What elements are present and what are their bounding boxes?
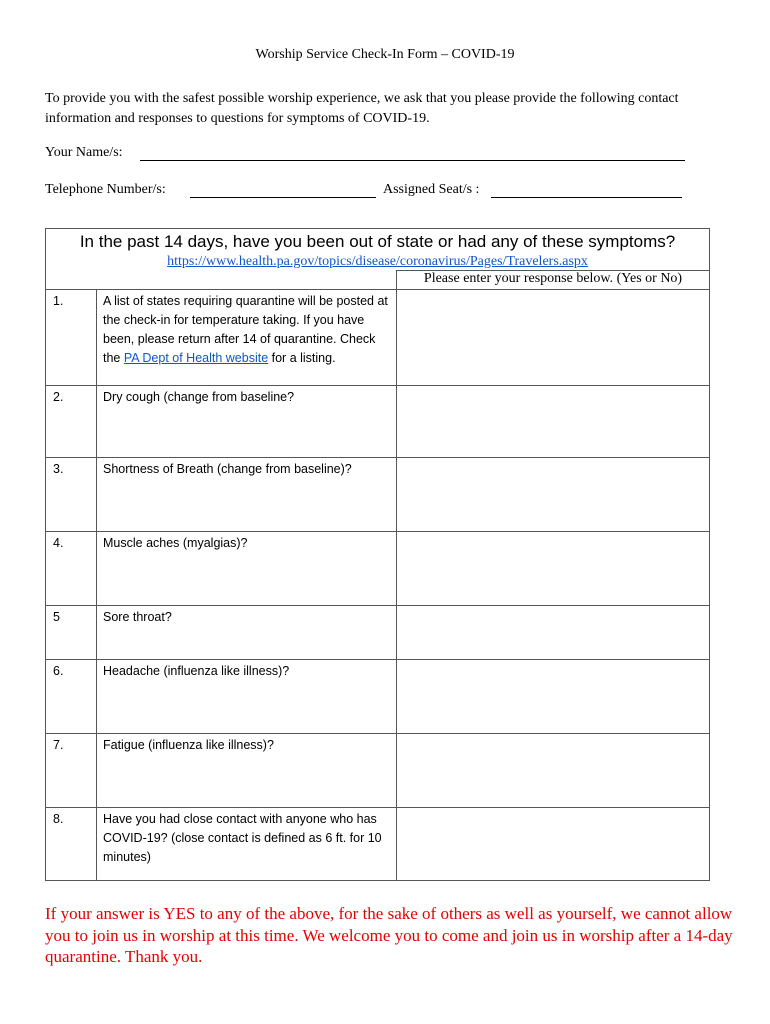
phone-input-line[interactable] <box>190 197 376 198</box>
seat-label: Assigned Seat/s : <box>383 182 480 197</box>
form-title: Worship Service Check-In Form – COVID-19 <box>255 47 515 62</box>
response-cell[interactable] <box>397 660 710 734</box>
row-number: 6. <box>46 660 97 734</box>
table-row <box>46 808 710 881</box>
table-row <box>46 386 710 458</box>
response-cell[interactable] <box>397 734 710 808</box>
symptom-table <box>45 228 710 881</box>
name-input-line[interactable] <box>140 160 685 161</box>
table-row <box>46 458 710 532</box>
row-question: Have you had close contact with anyone who has COVID-19? (close contact is defined as 6 ft. for 10 minutes) <box>97 808 397 881</box>
row-question: Muscle aches (myalgias)? <box>97 532 397 606</box>
response-column-header: Please enter your response below. (Yes or No) <box>397 271 710 290</box>
response-header-spacer <box>46 271 397 290</box>
table-heading: In the past 14 days, have you been out of state or had any of these symptoms? <box>79 232 676 251</box>
row-number: 4. <box>46 532 97 606</box>
row-number: 1. <box>46 290 97 386</box>
table-row <box>46 532 710 606</box>
name-label: Your Name/s: <box>45 145 123 160</box>
seat-input-line[interactable] <box>491 197 682 198</box>
row-question-text: A list of states requiring quarantine will be posted at the check-in for temperature taking. If you have been, please return after 14 of quarantine. Check the <box>103 294 388 365</box>
row-number: 7. <box>46 734 97 808</box>
table-row <box>46 290 710 386</box>
row-number: 2. <box>46 386 97 458</box>
warning-text: If your answer is YES to any of the above, for the sake of others as well as yourself, we cannot allow you to join us in worship at this time. We welcome you to come and join us in worship after a 14-day quarantine. Thank you. <box>45 904 733 966</box>
intro-paragraph: To provide you with the safest possible worship experience, we ask that you please provide the following contact information and responses to questions for symptoms of COVID-19. <box>45 91 679 126</box>
response-cell[interactable] <box>397 532 710 606</box>
response-cell[interactable] <box>397 458 710 532</box>
row-question-text-end: for a listing. <box>268 351 336 365</box>
response-cell[interactable] <box>397 386 710 458</box>
row-number: 3. <box>46 458 97 532</box>
table-row <box>46 734 710 808</box>
row-question: Dry cough (change from baseline? <box>97 386 397 458</box>
row-number: 8. <box>46 808 97 881</box>
table-row <box>46 660 710 734</box>
response-cell[interactable] <box>397 606 710 660</box>
row-question: Shortness of Breath (change from baseline)? <box>97 458 397 532</box>
row-question: Headache (influenza like illness)? <box>97 660 397 734</box>
row-number: 5 <box>46 606 97 660</box>
response-cell[interactable] <box>397 808 710 881</box>
row-question: Fatigue (influenza like illness)? <box>97 734 397 808</box>
pa-health-link[interactable]: PA Dept of Health website <box>123 351 269 365</box>
row-question: Sore throat? <box>97 606 397 660</box>
table-row <box>46 606 710 660</box>
table-header-cell <box>46 229 710 271</box>
phone-label: Telephone Number/s: <box>45 182 166 197</box>
row-question <box>97 290 397 386</box>
travelers-link[interactable]: https://www.health.pa.gov/topics/disease/coronavirus/Pages/Travelers.aspx <box>167 254 588 269</box>
response-cell[interactable] <box>397 290 710 386</box>
